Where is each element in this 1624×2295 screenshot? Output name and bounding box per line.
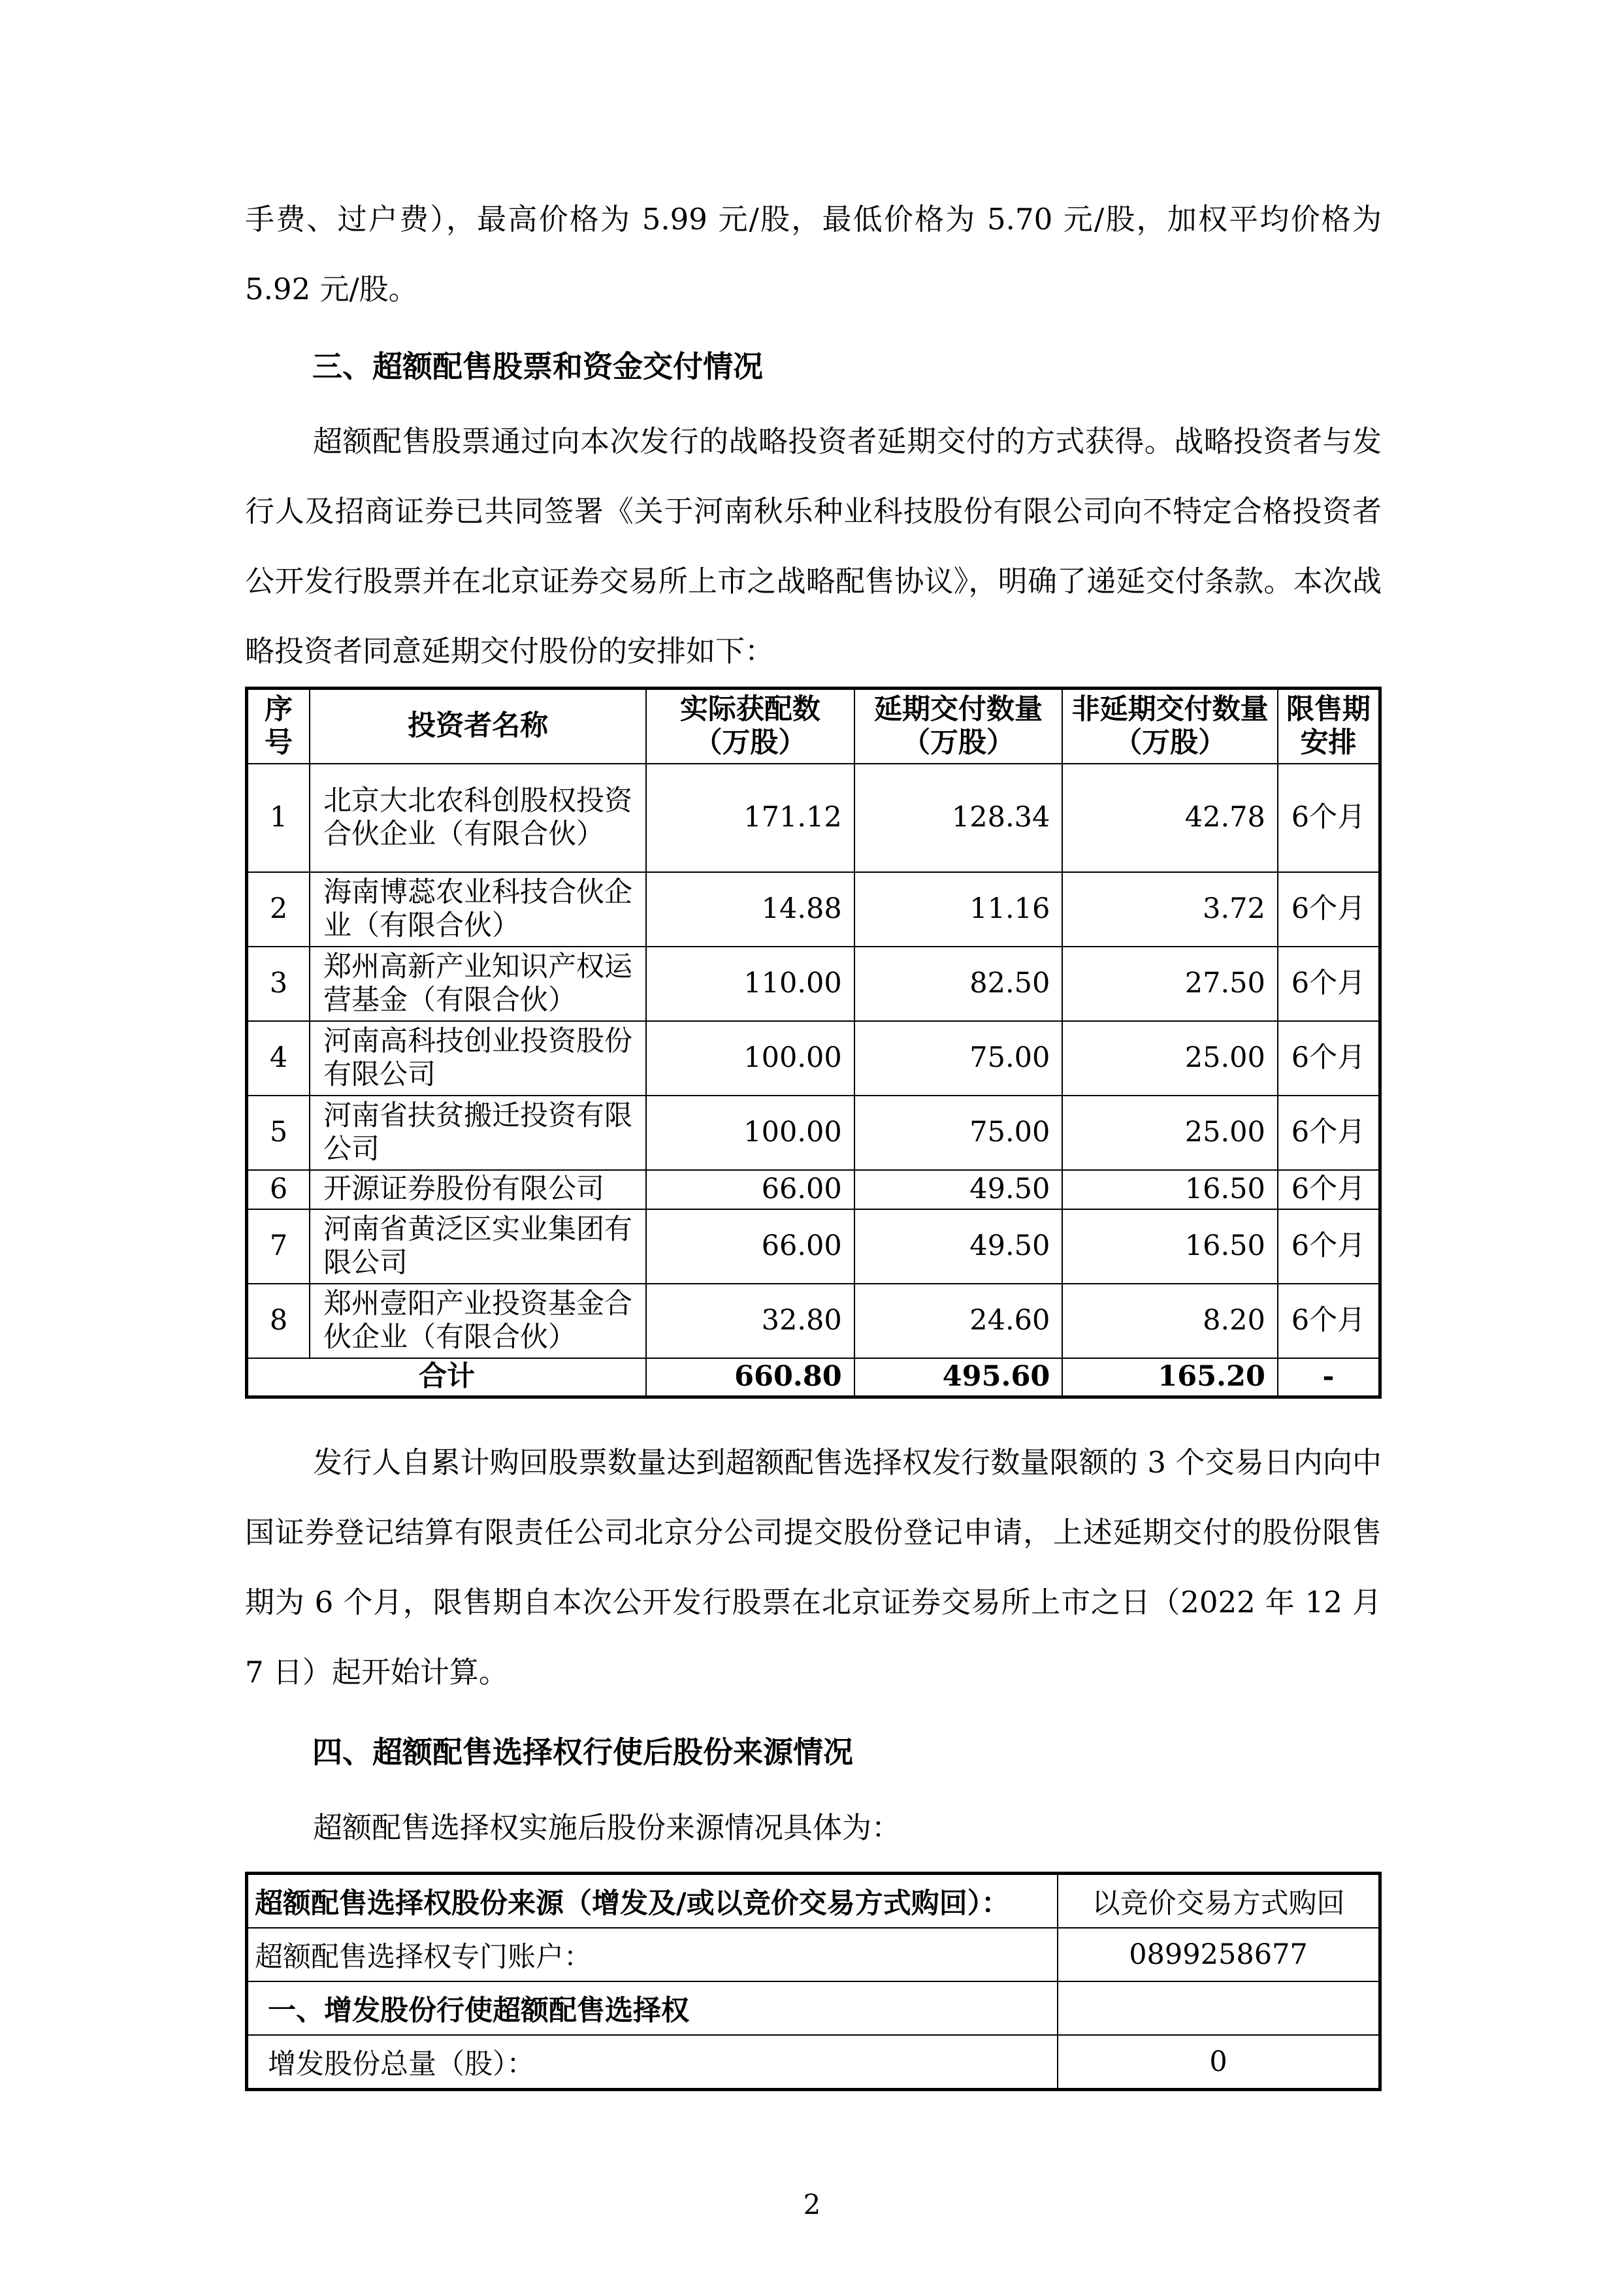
cell-deferred: 75.00 <box>854 1096 1063 1170</box>
col-header-deferred: 延期交付数量（万股） <box>854 689 1063 764</box>
cell-nondeferred: 25.00 <box>1062 1021 1278 1096</box>
cell-nondeferred: 42.78 <box>1062 764 1278 872</box>
cell-account-value: 0899258677 <box>1058 1928 1380 1981</box>
col-header-no: 序号 <box>247 689 310 764</box>
cell-total-nondeferred: 165.20 <box>1062 1358 1278 1397</box>
cell-no: 5 <box>247 1096 310 1170</box>
cell-issued-total-label: 增发股份总量（股）： <box>247 2035 1058 2090</box>
cell-deferred: 75.00 <box>854 1021 1063 1096</box>
table-row <box>247 1170 1380 1209</box>
cell-nondeferred: 3.72 <box>1062 872 1278 947</box>
cell-nondeferred: 16.50 <box>1062 1209 1278 1284</box>
cell-lockup: 6个月 <box>1278 947 1380 1021</box>
cell-lockup: 6个月 <box>1278 1096 1380 1170</box>
table-row <box>247 1874 1380 1929</box>
cell-investor: 北京大北农科创股权投资合伙企业（有限合伙） <box>310 764 646 872</box>
cell-deferred: 128.34 <box>854 764 1063 872</box>
cell-total-deferred: 495.60 <box>854 1358 1063 1397</box>
cell-issued-total-value: 0 <box>1058 2035 1380 2090</box>
cell-no: 7 <box>247 1209 310 1284</box>
cell-section-label: 一、增发股份行使超额配售选择权 <box>247 1981 1058 2035</box>
cell-investor: 开源证券股份有限公司 <box>310 1170 646 1209</box>
cell-lockup: 6个月 <box>1278 1170 1380 1209</box>
cell-total-lockup: - <box>1278 1358 1380 1397</box>
cell-actual: 110.00 <box>646 947 854 1021</box>
cell-account-label: 超额配售选择权专门账户： <box>247 1928 1058 1981</box>
table-row <box>247 947 1380 1021</box>
cell-actual: 100.00 <box>646 1096 854 1170</box>
cell-investor: 河南省扶贫搬迁投资有限公司 <box>310 1096 646 1170</box>
cell-actual: 66.00 <box>646 1209 854 1284</box>
cell-no: 3 <box>247 947 310 1021</box>
cell-section-value <box>1058 1981 1380 2035</box>
cell-no: 2 <box>247 872 310 947</box>
cell-actual: 32.80 <box>646 1284 854 1358</box>
cell-deferred: 82.50 <box>854 947 1063 1021</box>
col-header-nondeferred: 非延期交付数量（万股） <box>1062 689 1278 764</box>
cell-source-value: 以竞价交易方式购回 <box>1058 1874 1380 1929</box>
cell-lockup: 6个月 <box>1278 872 1380 947</box>
table-row <box>247 1928 1380 1981</box>
cell-actual: 171.12 <box>646 764 854 872</box>
cell-actual: 66.00 <box>646 1170 854 1209</box>
cell-lockup: 6个月 <box>1278 764 1380 872</box>
section-heading-4: 四、超额配售选择权行使后股份来源情况 <box>312 1734 853 1770</box>
cell-investor: 海南博蕊农业科技合伙企业（有限合伙） <box>310 872 646 947</box>
cell-lockup: 6个月 <box>1278 1209 1380 1284</box>
deferred-delivery-table <box>245 687 1382 1399</box>
cell-deferred: 11.16 <box>854 872 1063 947</box>
table-total-row <box>247 1358 1380 1397</box>
cell-nondeferred: 27.50 <box>1062 947 1278 1021</box>
cell-investor: 河南高科技创业投资股份有限公司 <box>310 1021 646 1096</box>
cell-source-label: 超额配售选择权股份来源（增发及/或以竞价交易方式购回）： <box>247 1874 1058 1929</box>
paragraph-price-summary: 手费、过户费），最高价格为 5.99 元/股，最低价格为 5.70 元/股，加权平均价格为 5.92 元/股。 <box>245 202 1382 306</box>
table-row <box>247 1096 1380 1170</box>
cell-deferred: 49.50 <box>854 1170 1063 1209</box>
paragraph-delivery-arrangement: 超额配售股票通过向本次发行的战略投资者延期交付的方式获得。战略投资者与发行人及招商证券已共同签署《关于河南秋乐种业科技股份有限公司向不特定合格投资者公开发行股票并在北京证券交易所上市之战略配售协议》，明确了递延交付条款。本次战略投资者同意延期交付股份的安排如下： <box>245 424 1382 668</box>
cell-deferred: 49.50 <box>854 1209 1063 1284</box>
cell-no: 6 <box>247 1170 310 1209</box>
cell-investor: 河南省黄泛区实业集团有限公司 <box>310 1209 646 1284</box>
col-header-investor: 投资者名称 <box>310 689 646 764</box>
col-header-actual: 实际获配数（万股） <box>646 689 854 764</box>
page-number: 2 <box>803 2189 821 2221</box>
table-row <box>247 1284 1380 1358</box>
table-header-row <box>247 689 1380 764</box>
cell-nondeferred: 25.00 <box>1062 1096 1278 1170</box>
cell-nondeferred: 8.20 <box>1062 1284 1278 1358</box>
table-row <box>247 2035 1380 2090</box>
table-row <box>247 1209 1380 1284</box>
cell-total-label: 合计 <box>247 1358 647 1397</box>
cell-investor: 郑州高新产业知识产权运营基金（有限合伙） <box>310 947 646 1021</box>
table-row <box>247 1021 1380 1096</box>
cell-nondeferred: 16.50 <box>1062 1170 1278 1209</box>
paragraph-source-intro: 超额配售选择权实施后股份来源情况具体为： <box>313 1810 901 1845</box>
cell-actual: 100.00 <box>646 1021 854 1096</box>
share-source-table <box>245 1872 1382 2091</box>
col-header-lockup: 限售期安排 <box>1278 689 1380 764</box>
table-row <box>247 872 1380 947</box>
cell-deferred: 24.60 <box>854 1284 1063 1358</box>
paragraph-registration: 发行人自累计购回股票数量达到超额配售选择权发行数量限额的 3 个交易日内向中国证券登记结算有限责任公司北京分公司提交股份登记申请，上述延期交付的股份限售期为 6 个月，限售期自本次公开发行股票在北京证券交易所上市之日（2022 年 12 月 7 日）起开始计算。 <box>245 1445 1382 1689</box>
cell-actual: 14.88 <box>646 872 854 947</box>
cell-no: 8 <box>247 1284 310 1358</box>
cell-no: 1 <box>247 764 310 872</box>
section-heading-3: 三、超额配售股票和资金交付情况 <box>312 349 763 384</box>
cell-total-actual: 660.80 <box>646 1358 854 1397</box>
cell-no: 4 <box>247 1021 310 1096</box>
cell-lockup: 6个月 <box>1278 1021 1380 1096</box>
cell-investor: 郑州壹阳产业投资基金合伙企业（有限合伙） <box>310 1284 646 1358</box>
table-row <box>247 1981 1380 2035</box>
cell-lockup: 6个月 <box>1278 1284 1380 1358</box>
table-row <box>247 764 1380 872</box>
